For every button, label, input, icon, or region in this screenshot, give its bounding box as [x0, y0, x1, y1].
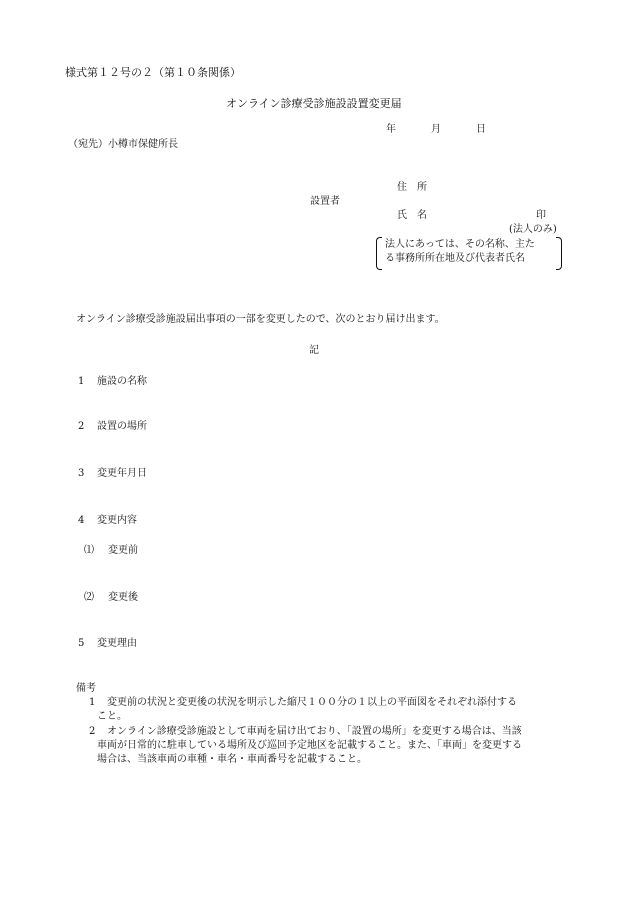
name-label: 氏 名	[397, 210, 427, 221]
corporation-only-note: (法人のみ)	[509, 224, 557, 235]
seal-mark: 印	[536, 210, 546, 221]
remark-1-line2: こと。	[97, 711, 127, 722]
corporation-note-line1: 法人にあっては、その名称、主た	[385, 239, 535, 250]
address-label: 住 所	[397, 182, 427, 193]
item-1-number: 1	[78, 376, 85, 387]
item-1-label: 施設の名称	[97, 376, 147, 387]
document-title: オンライン診療受診施設設置変更届	[226, 97, 402, 110]
item-3-number: 3	[78, 468, 85, 479]
corporation-note-bracket	[376, 237, 562, 268]
item-4-label: 変更内容	[97, 515, 137, 526]
subitem-2-label: 変更後	[108, 592, 138, 603]
item-3-label: 変更年月日	[97, 468, 147, 479]
corporation-note	[385, 238, 535, 266]
remark-1-line1: 変更前の状況と変更後の状況を明示した縮尺１００分の１以上の平面図をそれぞれ添付する	[107, 697, 517, 708]
item-5-label: 変更理由	[97, 638, 137, 649]
subitem-1-label: 変更前	[108, 545, 138, 556]
remark-1-number: 1	[89, 697, 96, 708]
date-month-label: 月	[431, 124, 441, 135]
left-bracket	[376, 237, 382, 270]
date-year-label: 年	[386, 124, 396, 135]
ki-heading: 記	[309, 345, 319, 356]
item-2-label: 設置の場所	[97, 421, 147, 432]
remark-2-line2: 車両が日常的に駐車している場所及び巡回予定地区を記載すること。また、「車両」を変更する	[97, 740, 522, 751]
right-bracket	[556, 237, 562, 270]
subitem-2-number: ⑵	[84, 592, 94, 603]
subitem-1-number: ⑴	[84, 545, 94, 556]
corporation-note-line2: る事務所所在地及び代表者氏名	[385, 253, 525, 264]
remark-2-line1: オンライン診療受診施設として車両を届け出ており、「設置の場所」を変更する場合は、当該	[107, 726, 522, 737]
item-5-number: 5	[78, 638, 85, 649]
remark-2-number: 2	[89, 726, 96, 737]
remarks-heading: 備考	[76, 683, 96, 694]
date-day-label: 日	[476, 124, 486, 135]
item-2-number: 2	[78, 421, 85, 432]
addressee: （宛先）小樽市保健所長	[68, 139, 178, 150]
remark-2-line3: 場合は、当該車両の車種・車名・車両番号を記載すること。	[97, 754, 367, 765]
applicant-label: 設置者	[310, 196, 340, 207]
form-number: 様式第１２号の２（第１０条関係）	[65, 66, 241, 79]
item-4-number: 4	[78, 515, 85, 526]
body-text: オンライン診療受診施設届出事項の一部を変更したので、次のとおり届け出ます。	[76, 314, 445, 325]
